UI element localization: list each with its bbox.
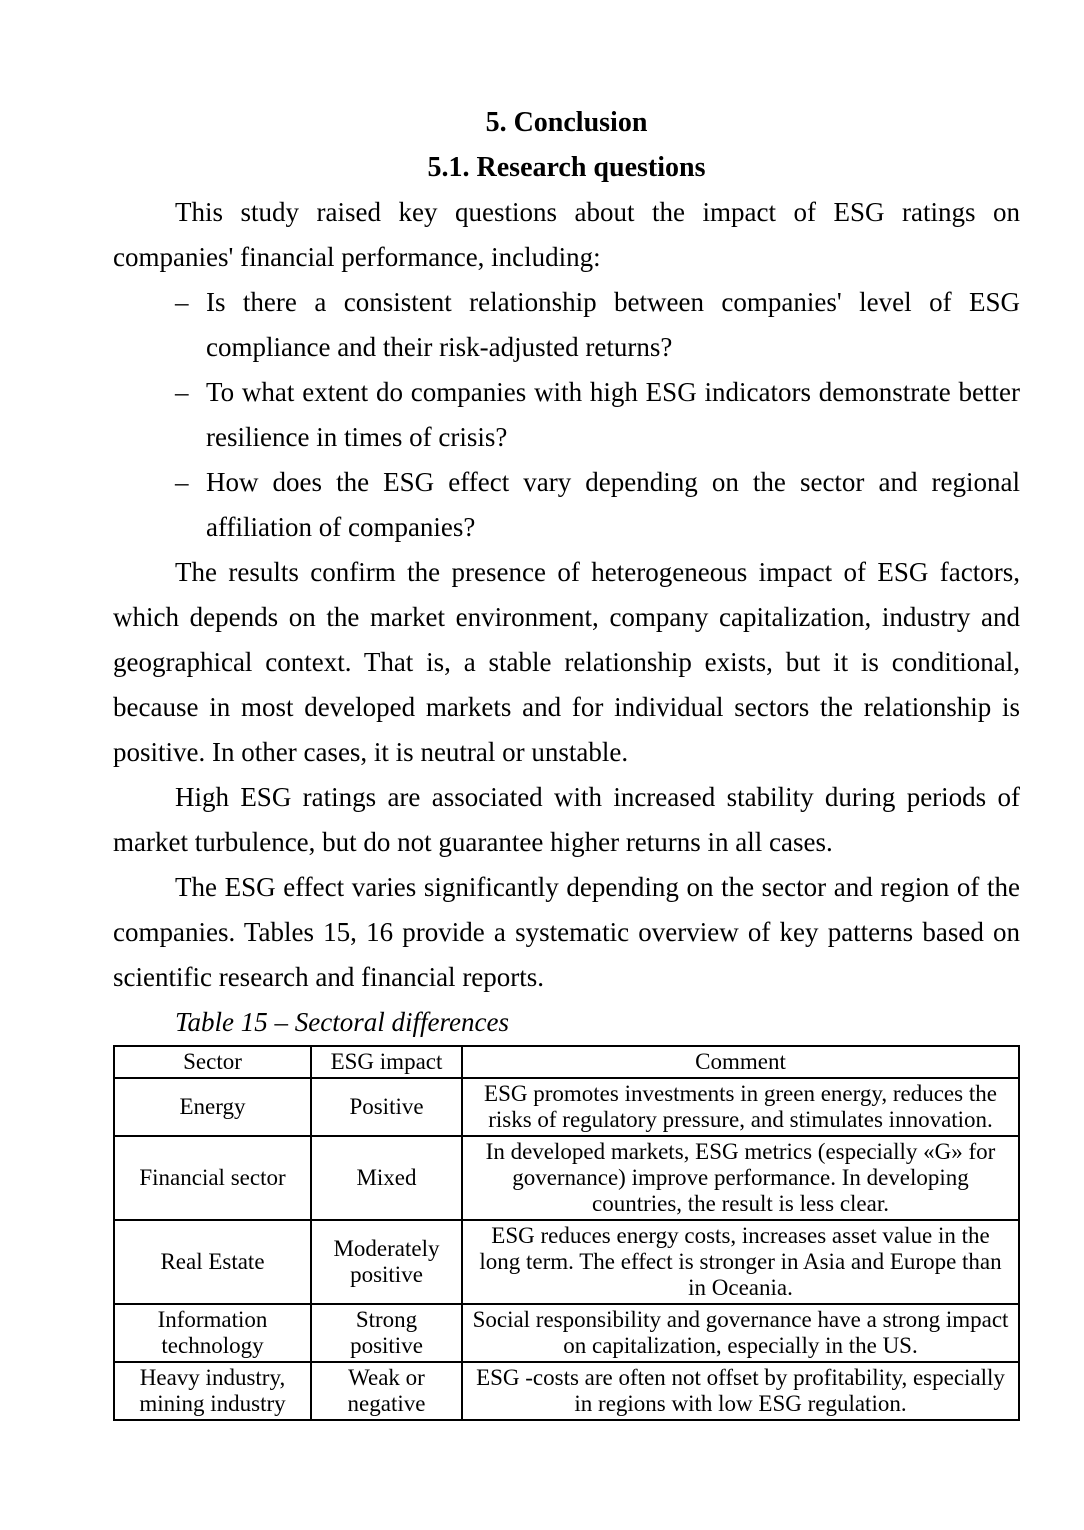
- dash-bullet: –: [175, 467, 189, 497]
- list-item: [175, 370, 1020, 460]
- cell-comment: Social responsibility and governance have a strong impact on capitalization, especially in the US.: [462, 1304, 1019, 1362]
- cell-comment: ESG reduces energy costs, increases asset value in the long term. The effect is stronger in Asia and Europe than in Oceania.: [462, 1220, 1019, 1304]
- cell-comment: In developed markets, ESG metrics (especially «G» for governance) improve performance. In developing countries, the result is less clear.: [462, 1136, 1019, 1220]
- list-item: [175, 280, 1020, 370]
- sectoral-differences-table: [113, 1045, 1020, 1421]
- dash-bullet: –: [175, 287, 189, 317]
- list-item-text: Is there a consistent relationship between companies' level of ESG compliance and their risk-adjusted returns?: [206, 287, 1020, 362]
- list-item-text: To what extent do companies with high ESG indicators demonstrate better resilience in times of crisis?: [206, 377, 1020, 452]
- table-row: [114, 1220, 1019, 1304]
- cell-impact: Strong positive: [311, 1304, 462, 1362]
- stability-paragraph: High ESG ratings are associated with increased stability during periods of market turbulence, but do not guarantee higher returns in all cases.: [113, 782, 1020, 857]
- table-body: [114, 1078, 1019, 1420]
- results-paragraph: The results confirm the presence of heterogeneous impact of ESG factors, which depends on the market environment, company capitalization, industry and geographical context. That is, a stable relationship exists, but it is conditional, because in most developed markets and for individual sectors the relationship is positive. In other cases, it is neutral or unstable.: [113, 557, 1020, 767]
- cell-sector: Heavy industry, mining industry: [114, 1362, 311, 1420]
- cell-sector: Information technology: [114, 1304, 311, 1362]
- research-questions-list: [113, 280, 1020, 550]
- cell-impact: Moderately positive: [311, 1220, 462, 1304]
- list-item: [175, 460, 1020, 550]
- effect-paragraph: The ESG effect varies significantly depending on the sector and region of the companies. Tables 15, 16 provide a systematic overview of key patterns based on scientific research and financial reports.: [113, 872, 1020, 992]
- dash-bullet: –: [175, 377, 189, 407]
- column-header-sector: Sector: [114, 1046, 311, 1078]
- table-row: [114, 1136, 1019, 1220]
- cell-impact: Mixed: [311, 1136, 462, 1220]
- cell-comment: ESG -costs are often not offset by profitability, especially in regions with low ESG regulation.: [462, 1362, 1019, 1420]
- table-header-row: [114, 1046, 1019, 1078]
- cell-impact: Weak or negative: [311, 1362, 462, 1420]
- column-header-esg-impact: ESG impact: [311, 1046, 462, 1078]
- cell-sector: Real Estate: [114, 1220, 311, 1304]
- table-caption: Table 15 – Sectoral differences: [175, 1007, 509, 1037]
- cell-sector: Financial sector: [114, 1136, 311, 1220]
- column-header-comment: Comment: [462, 1046, 1019, 1078]
- cell-sector: Energy: [114, 1078, 311, 1136]
- intro-paragraph: This study raised key questions about the impact of ESG ratings on companies' financial performance, including:: [113, 197, 1020, 272]
- section-heading: 5. Conclusion: [485, 107, 648, 138]
- cell-impact: Positive: [311, 1078, 462, 1136]
- table-row: [114, 1078, 1019, 1136]
- table-row: [114, 1304, 1019, 1362]
- table-row: [114, 1362, 1019, 1420]
- subsection-heading: 5.1. Research questions: [427, 152, 706, 183]
- list-item-text: How does the ESG effect vary depending on the sector and regional affiliation of companies?: [206, 467, 1020, 542]
- cell-comment: ESG promotes investments in green energy, reduces the risks of regulatory pressure, and stimulates innovation.: [462, 1078, 1019, 1136]
